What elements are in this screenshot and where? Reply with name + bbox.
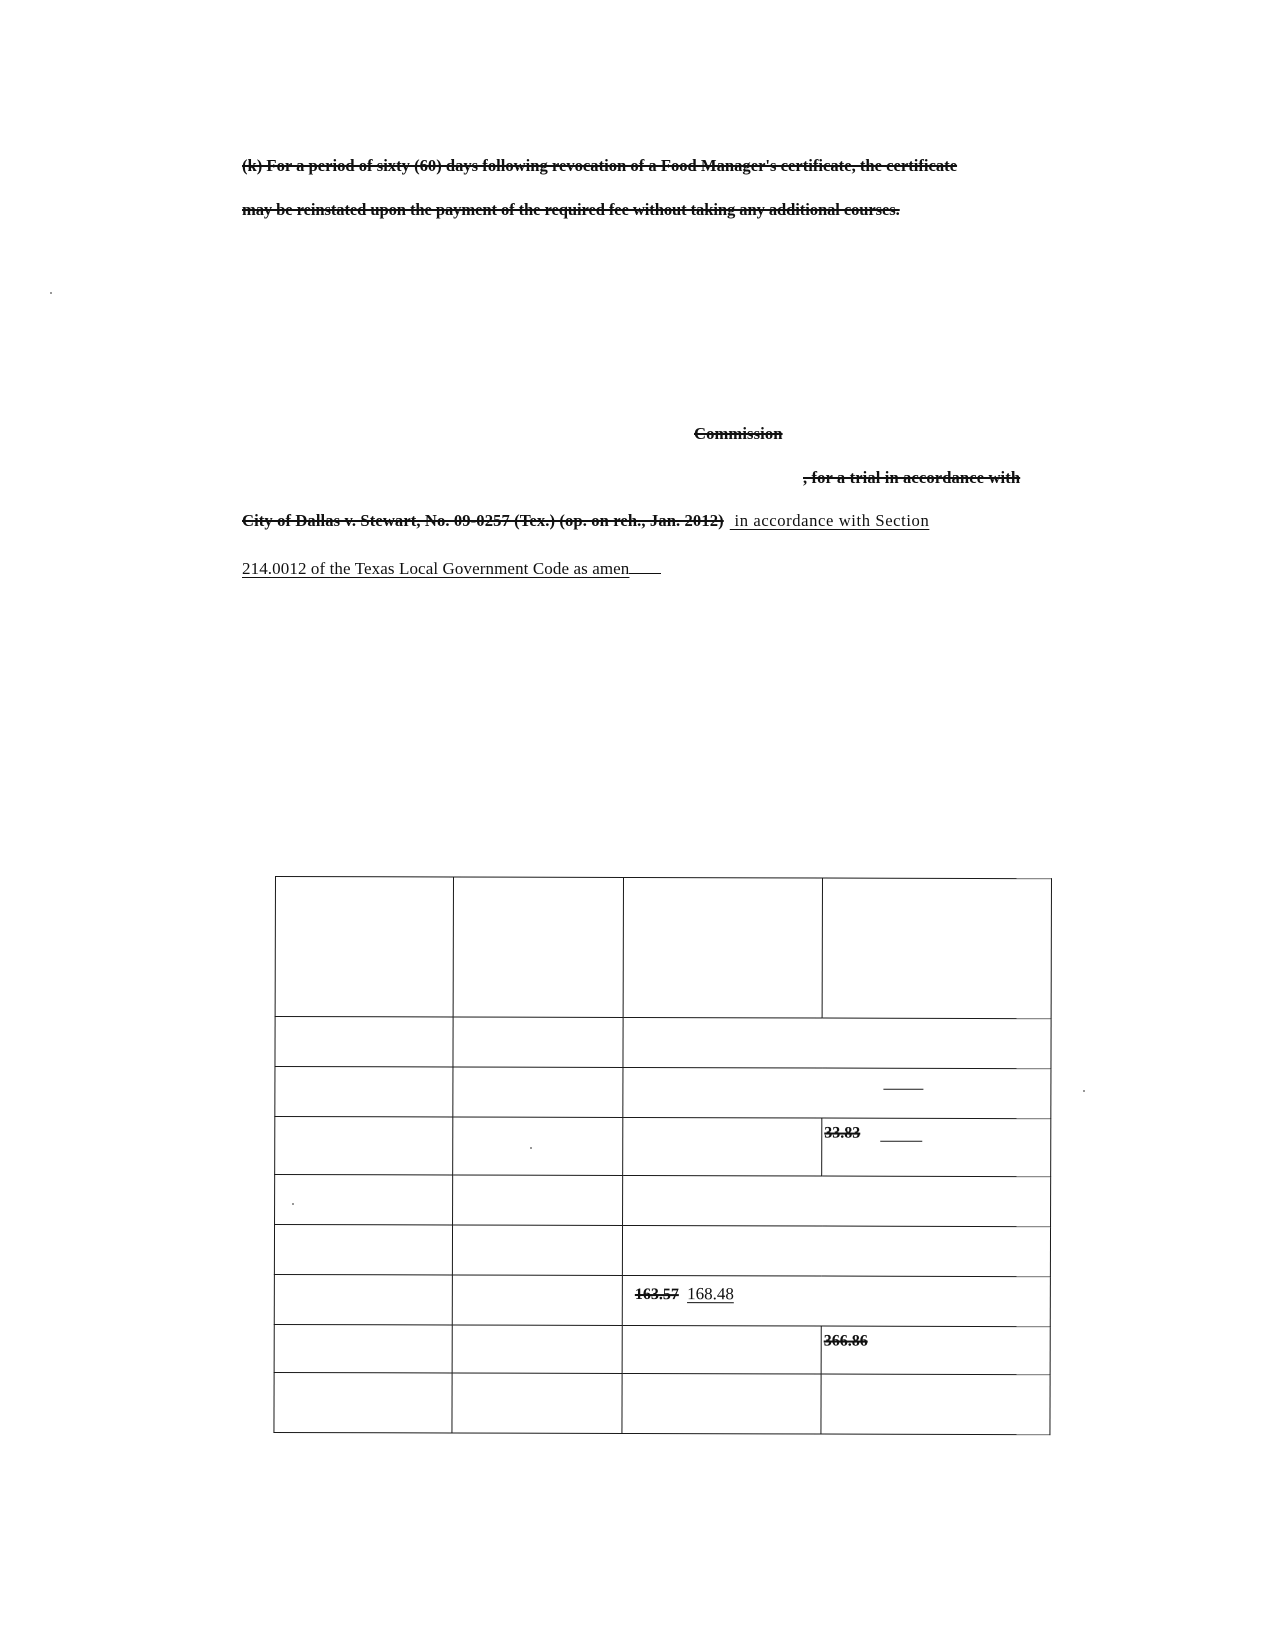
table-cell xyxy=(275,877,453,1017)
struck-fee-value: 33.83 xyxy=(824,1124,861,1142)
table-cell xyxy=(622,1373,821,1434)
table-cell xyxy=(275,1017,453,1067)
inserted-code-line xyxy=(242,557,661,579)
table-cell xyxy=(452,1325,622,1373)
fill-in-blank xyxy=(883,1089,923,1090)
scan-speck xyxy=(292,1203,294,1205)
table-cell xyxy=(822,878,1051,1019)
table-cell xyxy=(453,1017,623,1067)
table-cell xyxy=(623,1175,1051,1226)
new-fee-value: 168.48 xyxy=(687,1284,734,1304)
table-cell xyxy=(623,877,822,1018)
table-cell xyxy=(622,1275,1050,1326)
table-cell xyxy=(275,1117,453,1175)
table-cell xyxy=(821,1374,1050,1435)
struck-fee-value: 366.86 xyxy=(823,1332,868,1350)
struck-commission: Commission xyxy=(694,424,783,443)
struck-citation: City of Dallas v. Stewart, No. 09-0257 (Tex.) (op. on reh., Jan. 2012) xyxy=(242,511,724,530)
table-cell xyxy=(274,1372,452,1432)
scan-speck xyxy=(530,1147,532,1149)
table-cell xyxy=(622,1325,821,1374)
table-row xyxy=(274,1274,1050,1326)
table-cell xyxy=(821,1326,1050,1375)
table-cell xyxy=(453,1067,623,1117)
fee-value-change xyxy=(635,1284,734,1304)
table-row xyxy=(275,1067,1051,1119)
scan-speck xyxy=(1083,1090,1085,1092)
table-cell xyxy=(623,1067,1051,1118)
table-cell xyxy=(623,1117,822,1176)
table-cell xyxy=(452,1275,622,1325)
table-cell xyxy=(453,1175,623,1225)
struck-fee-value: 163.57 xyxy=(634,1286,679,1304)
table-cell xyxy=(822,1118,1051,1177)
table-cell xyxy=(275,1067,453,1117)
struck-trial-clause: , for a trial in accordance with xyxy=(803,468,1021,487)
table-cell xyxy=(452,1225,622,1275)
table-cell xyxy=(622,1225,1050,1276)
citation-line xyxy=(242,511,929,531)
inserted-section-text: in accordance with Section xyxy=(729,511,930,530)
inserted-code-text: 214.0012 of the Texas Local Government Code as amen xyxy=(242,559,630,578)
table-row xyxy=(275,1017,1051,1069)
table-header-row xyxy=(275,877,1051,1019)
table-row xyxy=(274,1324,1050,1374)
table-row xyxy=(274,1372,1050,1434)
table-cell xyxy=(274,1225,452,1275)
table-cell xyxy=(453,877,623,1017)
paragraph-k-line-2: may be reinstated upon the payment of the required fee without taking any additional courses. xyxy=(242,200,900,219)
underline-blank xyxy=(629,557,661,574)
fee-table xyxy=(273,876,1052,1435)
scan-speck xyxy=(50,292,52,294)
table-cell xyxy=(274,1274,452,1324)
table-row xyxy=(274,1225,1050,1277)
fill-in-blank xyxy=(880,1141,922,1142)
table-cell xyxy=(623,1017,1051,1068)
table-cell xyxy=(274,1324,452,1372)
table-row xyxy=(275,1175,1051,1227)
table-row xyxy=(275,1117,1051,1177)
paragraph-k-line-1: (k) For a period of sixty (60) days following revocation of a Food Manager's certificate, the certificate xyxy=(242,156,958,175)
table-cell xyxy=(453,1117,623,1175)
table-cell xyxy=(452,1373,622,1433)
table-cell xyxy=(275,1175,453,1225)
